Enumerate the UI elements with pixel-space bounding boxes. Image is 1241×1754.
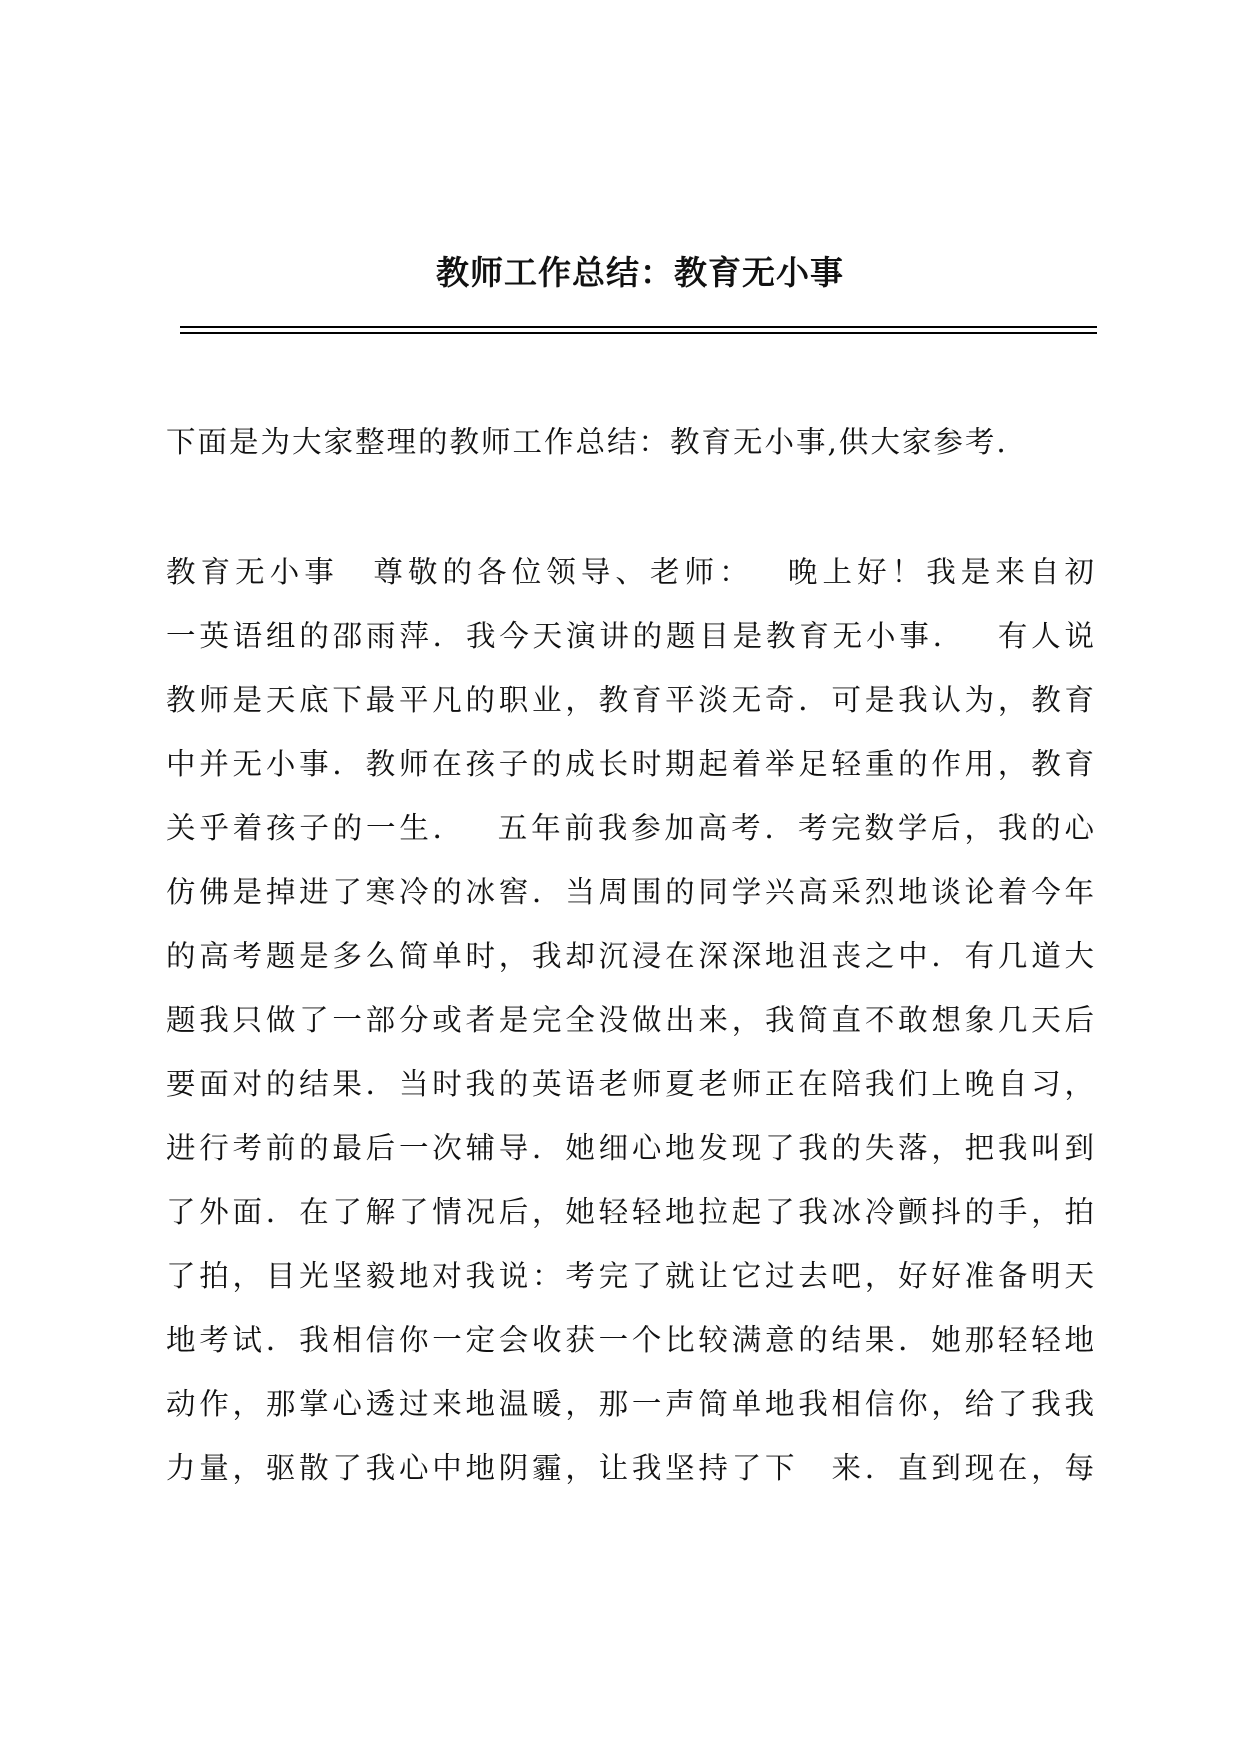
body-line: 要面对的结果．当时我的英语老师夏老师正在陪我们上晚自习， <box>166 1067 1096 1101</box>
body-line: 教师是天底下最平凡的职业，教育平淡无奇．可是我认为，教育 <box>166 683 1096 717</box>
body-paragraph <box>166 550 1096 1510</box>
body-line: 进行考前的最后一次辅导．她细心地发现了我的失落，把我叫到 <box>166 1131 1096 1165</box>
body-line: 力量，驱散了我心中地阴霾，让我坚持了下 来．直到现在，每 <box>166 1451 1096 1485</box>
body-line: 仿佛是掉进了寒冷的冰窖．当周围的同学兴高采烈地谈论着今年 <box>166 875 1096 909</box>
body-line: 动作，那掌心透过来地温暖，那一声简单地我相信你，给了我我 <box>166 1387 1096 1421</box>
intro-paragraph: 下面是为大家整理的教师工作总结：教育无小事,供大家参考. <box>166 425 1008 459</box>
body-line: 教育无小事 尊敬的各位领导、老师： 晚上好！我是来自初 <box>166 555 1096 589</box>
body-line: 了拍，目光坚毅地对我说：考完了就让它过去吧，好好准备明天 <box>166 1259 1096 1293</box>
title-rule-bottom <box>180 332 1097 334</box>
title-rule-top <box>180 326 1097 328</box>
body-line: 的高考题是多么简单时，我却沉浸在深深地沮丧之中．有几道大 <box>166 939 1096 973</box>
body-line: 一英语组的邵雨萍．我今天演讲的题目是教育无小事． 有人说 <box>166 619 1096 653</box>
body-line: 中并无小事．教师在孩子的成长时期起着举足轻重的作用，教育 <box>166 747 1096 781</box>
document-title: 教师工作总结：教育无小事 <box>436 253 844 292</box>
body-line: 地考试．我相信你一定会收获一个比较满意的结果．她那轻轻地 <box>166 1323 1096 1357</box>
body-line: 了外面．在了解了情况后，她轻轻地拉起了我冰冷颤抖的手，拍 <box>166 1195 1096 1229</box>
body-line: 关乎着孩子的一生． 五年前我参加高考．考完数学后，我的心 <box>166 811 1096 845</box>
body-line: 题我只做了一部分或者是完全没做出来，我简直不敢想象几天后 <box>166 1003 1096 1037</box>
